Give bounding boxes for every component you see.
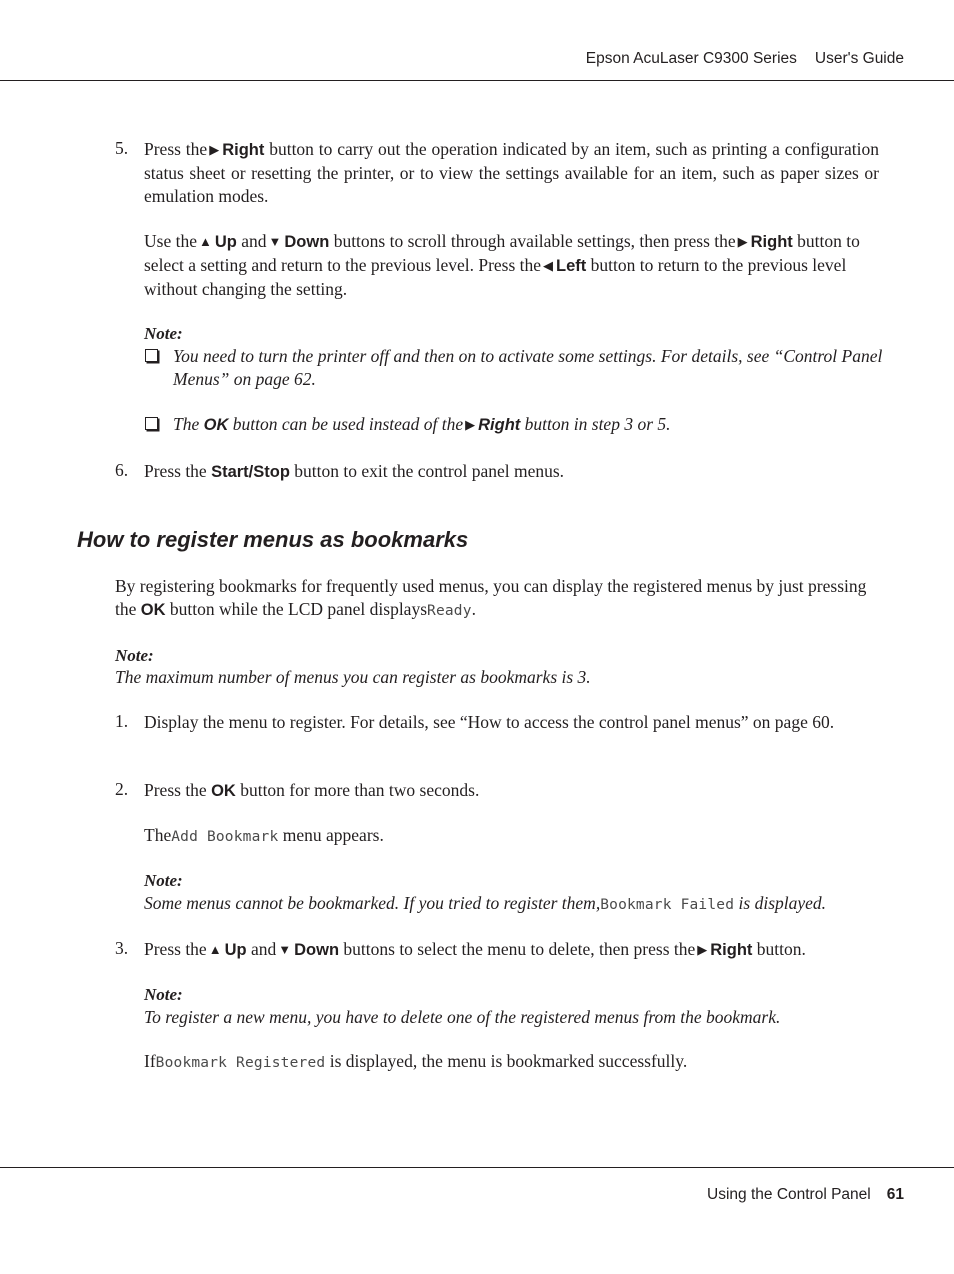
right-triangle-icon: ▶ — [209, 142, 220, 157]
step-3-text: Press the ▲ Up and ▼ Down buttons to select the menu to delete, then press the ▶ Right button. — [144, 939, 806, 959]
checkbox-bullet-icon — [145, 417, 158, 430]
ok-key: OK — [211, 782, 236, 800]
left-key: Left — [556, 257, 587, 275]
step-6-text: Press the Start/Stop button to exit the control panel menus. — [144, 461, 565, 481]
header-guide: User's Guide — [814, 50, 904, 67]
step-3-result: IfBookmark Registered is displayed, the menu is bookmarked successfully. — [144, 1051, 688, 1071]
right-key: Right — [478, 416, 521, 434]
down-triangle-icon: ▼ — [268, 234, 282, 249]
footer-section: Using the Control Panel — [707, 1186, 871, 1203]
right-triangle-icon: ▶ — [697, 942, 708, 957]
note-bullet-2: The OK button can be used instead of the ▶ Right button in step 3 or 5. — [173, 414, 671, 434]
up-key: Up — [224, 941, 247, 959]
step-number: 2. — [115, 779, 129, 799]
right-key: Right — [222, 141, 265, 159]
ok-key: OK — [140, 601, 166, 619]
down-key: Down — [284, 233, 330, 251]
lcd-text-bookmark-failed: Bookmark Failed — [600, 897, 735, 913]
up-key: Up — [214, 233, 237, 251]
note-label: Note: — [115, 646, 154, 665]
note-bullet-1: You need to turn the printer off and then on to activate some settings. For details, see “Control Panel Menus” on page 62. — [173, 346, 883, 389]
note-text: To register a new menu, you have to delete one of the registered menus from the bookmark. — [144, 1007, 781, 1027]
step-2-text: Press the OK button for more than two seconds. — [144, 780, 480, 800]
lcd-text-bookmark-registered: Bookmark Registered — [155, 1055, 326, 1071]
note-label: Note: — [144, 985, 183, 1004]
start-stop-key: Start/Stop — [211, 463, 290, 481]
note-text: The maximum number of menus you can register as bookmarks is 3. — [115, 667, 591, 687]
step-5-scroll-text: Use the ▲ Up and ▼ Down buttons to scroll through available settings, then press the ▶ Right button to select a setting and return to the previous level. Press the ◀ Left button to return to the previous level without changing the setting. — [144, 231, 860, 299]
header-rule — [0, 80, 954, 81]
step-number: 1. — [115, 711, 129, 731]
footer-rule — [0, 1167, 954, 1168]
right-key: Right — [750, 233, 793, 251]
right-triangle-icon: ▶ — [465, 417, 476, 432]
step-2-result: TheAdd Bookmark menu appears. — [144, 825, 384, 845]
lcd-text-ready: Ready — [427, 603, 472, 619]
header-product: Epson AcuLaser C9300 Series — [585, 50, 797, 67]
down-triangle-icon: ▼ — [278, 942, 292, 957]
section-title: How to register menus as bookmarks — [77, 527, 469, 552]
step-number: 6. — [115, 460, 129, 480]
right-triangle-icon: ▶ — [737, 234, 748, 249]
running-footer — [707, 1186, 904, 1204]
checkbox-bullet-icon — [145, 349, 158, 362]
up-triangle-icon: ▲ — [198, 234, 212, 249]
right-key: Right — [710, 941, 753, 959]
step-1-text: Display the menu to register. For details, see “How to access the control panel menus” on page 60. — [144, 712, 835, 732]
lcd-text-add-bookmark: Add Bookmark — [171, 829, 279, 845]
section-intro: By registering bookmarks for frequently used menus, you can display the registered menus by just pressing the OK button while the LCD panel displaysReady. — [115, 576, 867, 619]
ok-key: OK — [203, 416, 229, 434]
note-label: Note: — [144, 871, 183, 890]
down-key: Down — [294, 941, 340, 959]
up-triangle-icon: ▲ — [208, 942, 222, 957]
note-text: Some menus cannot be bookmarked. If you tried to register them,Bookmark Failed is displayed. — [144, 893, 827, 913]
step-5-text: Press the ▶ Right button to carry out the operation indicated by an item, such as printing a configuration status sheet or resetting the printer, or to view the settings available for an item, such as paper sizes or emulation modes. — [144, 139, 880, 206]
note-label: Note: — [144, 324, 183, 343]
page-number: 61 — [886, 1186, 904, 1203]
left-triangle-icon: ◀ — [543, 258, 554, 273]
step-number: 3. — [115, 938, 129, 958]
running-header — [586, 50, 904, 68]
step-number: 5. — [115, 138, 129, 158]
